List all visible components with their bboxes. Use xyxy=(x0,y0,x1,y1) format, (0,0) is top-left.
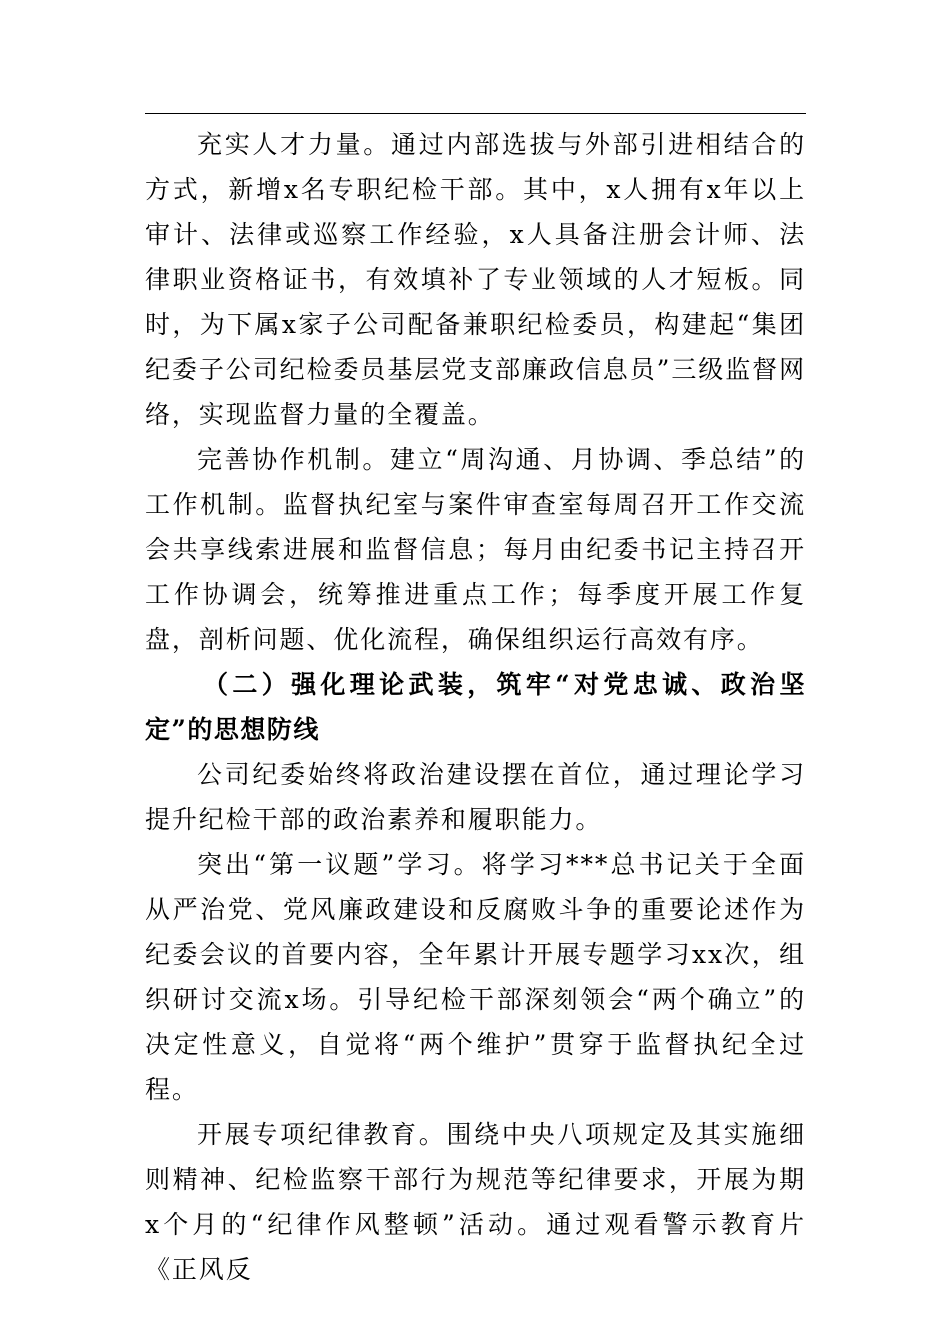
paragraph-mechanism: 完善协作机制。建立“周沟通、月协调、季总结”的工作机制。监督执纪室与案件审查室每周召开工作交流会共享线索进展和监督信息；每月由纪委书记主持召开工作协调会，统筹推进重点工作；每季度开展工作复盘，剖析问题、优化流程，确保组织运行高效有序。 xyxy=(145,445,806,654)
paragraph-discipline-education: 开展专项纪律教育。围绕中央八项规定及其实施细则精神、纪检监察干部行为规范等纪律要求，开展为期x个月的“纪律作风整顿”活动。通过观看警示教育片《正风反 xyxy=(145,1120,806,1284)
paragraph-first-topic: 突出“第一议题”学习。将学习***总书记关于全面从严治党、党风廉政建设和反腐败斗争的重要论述作为纪委会议的首要内容，全年累计开展专题学习xx次，组织研讨交流x场。引导纪检干部深刻领会“两个确立”的决定性意义，自觉将“两个维护”贯穿于监督执纪全过程。 xyxy=(145,850,806,1104)
paragraph-talent: 充实人才力量。通过内部选拔与外部引进相结合的方式，新增x名专职纪检干部。其中，x人拥有x年以上审计、法律或巡察工作经验，x人具备注册会计师、法律职业资格证书，有效填补了专业领域的人才短板。同时，为下属x家子公司配备兼职纪检委员，构建起“集团纪委子公司纪检委员基层党支部廉政信息员”三级监督网络，实现监督力量的全覆盖。 xyxy=(145,130,806,429)
section-heading-2: （二）强化理论武装，筑牢“对党忠诚、政治坚定”的思想防线 xyxy=(145,670,806,744)
document-body xyxy=(145,122,806,1292)
header-rule xyxy=(145,113,806,114)
paragraph-political: 公司纪委始终将政治建设摆在首位，通过理论学习提升纪检干部的政治素养和履职能力。 xyxy=(145,760,806,834)
